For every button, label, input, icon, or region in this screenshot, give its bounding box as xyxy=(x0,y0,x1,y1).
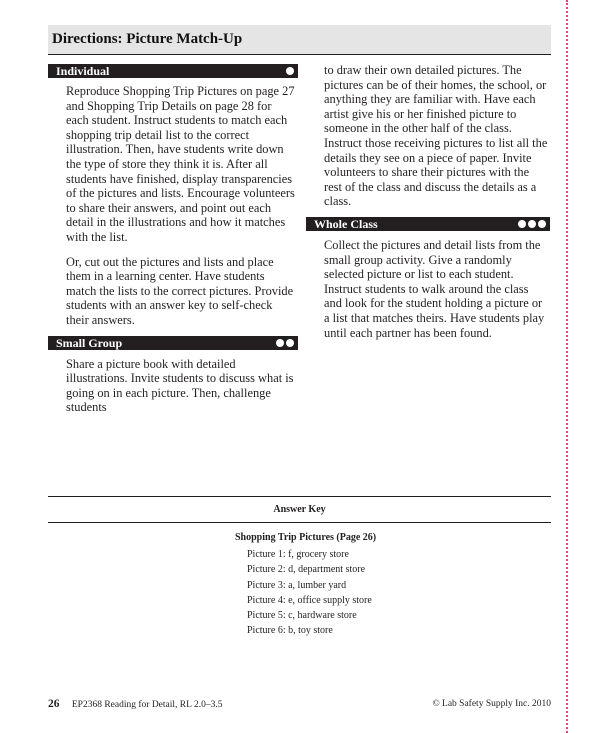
list-item: Picture 6: b, toy store xyxy=(247,625,333,637)
list-item: Picture 4: e, office supply store xyxy=(247,594,372,606)
section-label-small-group: Small Group xyxy=(56,335,123,350)
page-footer xyxy=(48,698,551,710)
section-bar-whole-class xyxy=(306,217,550,231)
section-bar-individual xyxy=(48,64,298,78)
answer-key xyxy=(48,496,551,639)
page-title: Directions: Picture Match-Up xyxy=(52,31,243,47)
left-column xyxy=(48,64,298,415)
answer-key-list xyxy=(48,547,551,639)
page-number: 26 xyxy=(48,698,60,710)
section-bar-small-group xyxy=(48,336,298,350)
directions-header xyxy=(48,25,551,55)
list-item: Picture 1: f, grocery store xyxy=(247,549,349,560)
answer-key-divider xyxy=(48,522,551,523)
section-label-individual: Individual xyxy=(56,64,110,78)
whole-class-paragraph: Collect the pictures and detail lists from the small group activity. Give a randomly selected picture or list to each student. Instruct students to walk around the class and look for the student holding a picture or a list that matches theirs. Have students play until each partner has been found. xyxy=(324,237,545,340)
book-reference: EP2368 Reading for Detail, RL 2.0–3.5 xyxy=(71,700,223,710)
list-item: Picture 2: d, department store xyxy=(247,564,366,576)
page-trim-line xyxy=(566,0,568,733)
section-label-whole-class: Whole Class xyxy=(314,216,378,231)
right-column xyxy=(306,64,550,340)
individual-paragraph-1: Reproduce Shopping Trip Pictures on page 27 and Shopping Trip Details on page 28 for each student. Instruct students to match each shopping trip detail list to the correct illustration. Then, have students write down the type of store they think it is. After all students have finished, display transparencies of the pictures and lists. Encourage volunteers to share their answers, and point out each detail in the illustrations and how it matches with the list. xyxy=(66,84,295,244)
list-item: Picture 5: c, hardware store xyxy=(247,610,357,622)
individual-paragraph-2: Or, cut out the pictures and lists and place them in a learning center. Have students match the lists to the correct pictures. Provide students with an answer key to self-check their answers. xyxy=(66,254,294,327)
small-group-paragraph-1: Share a picture book with detailed illustrations. Invite students to discuss what is going on in each picture. Then, challenge students xyxy=(66,356,294,415)
answer-key-title: Answer Key xyxy=(273,504,326,515)
two-dots-icon xyxy=(276,339,294,347)
one-dot-icon xyxy=(286,67,294,75)
list-item: Picture 3: a, lumber yard xyxy=(247,579,347,591)
small-group-paragraph-2: to draw their own detailed pictures. The pictures can be of their homes, the school, or anything they are familiar with. Have each artist give his or her finished picture to someone in the other half of the class. Instruct those receiving pictures to list all the details they see on a piece of paper. Invite volunteers to share their pictures with the rest of the class and discuss the details as a class. xyxy=(324,63,548,209)
answer-key-subtitle: Shopping Trip Pictures (Page 26) xyxy=(235,532,377,543)
copyright: © Lab Safety Supply Inc. 2010 xyxy=(432,699,551,709)
three-dots-icon xyxy=(518,220,546,228)
